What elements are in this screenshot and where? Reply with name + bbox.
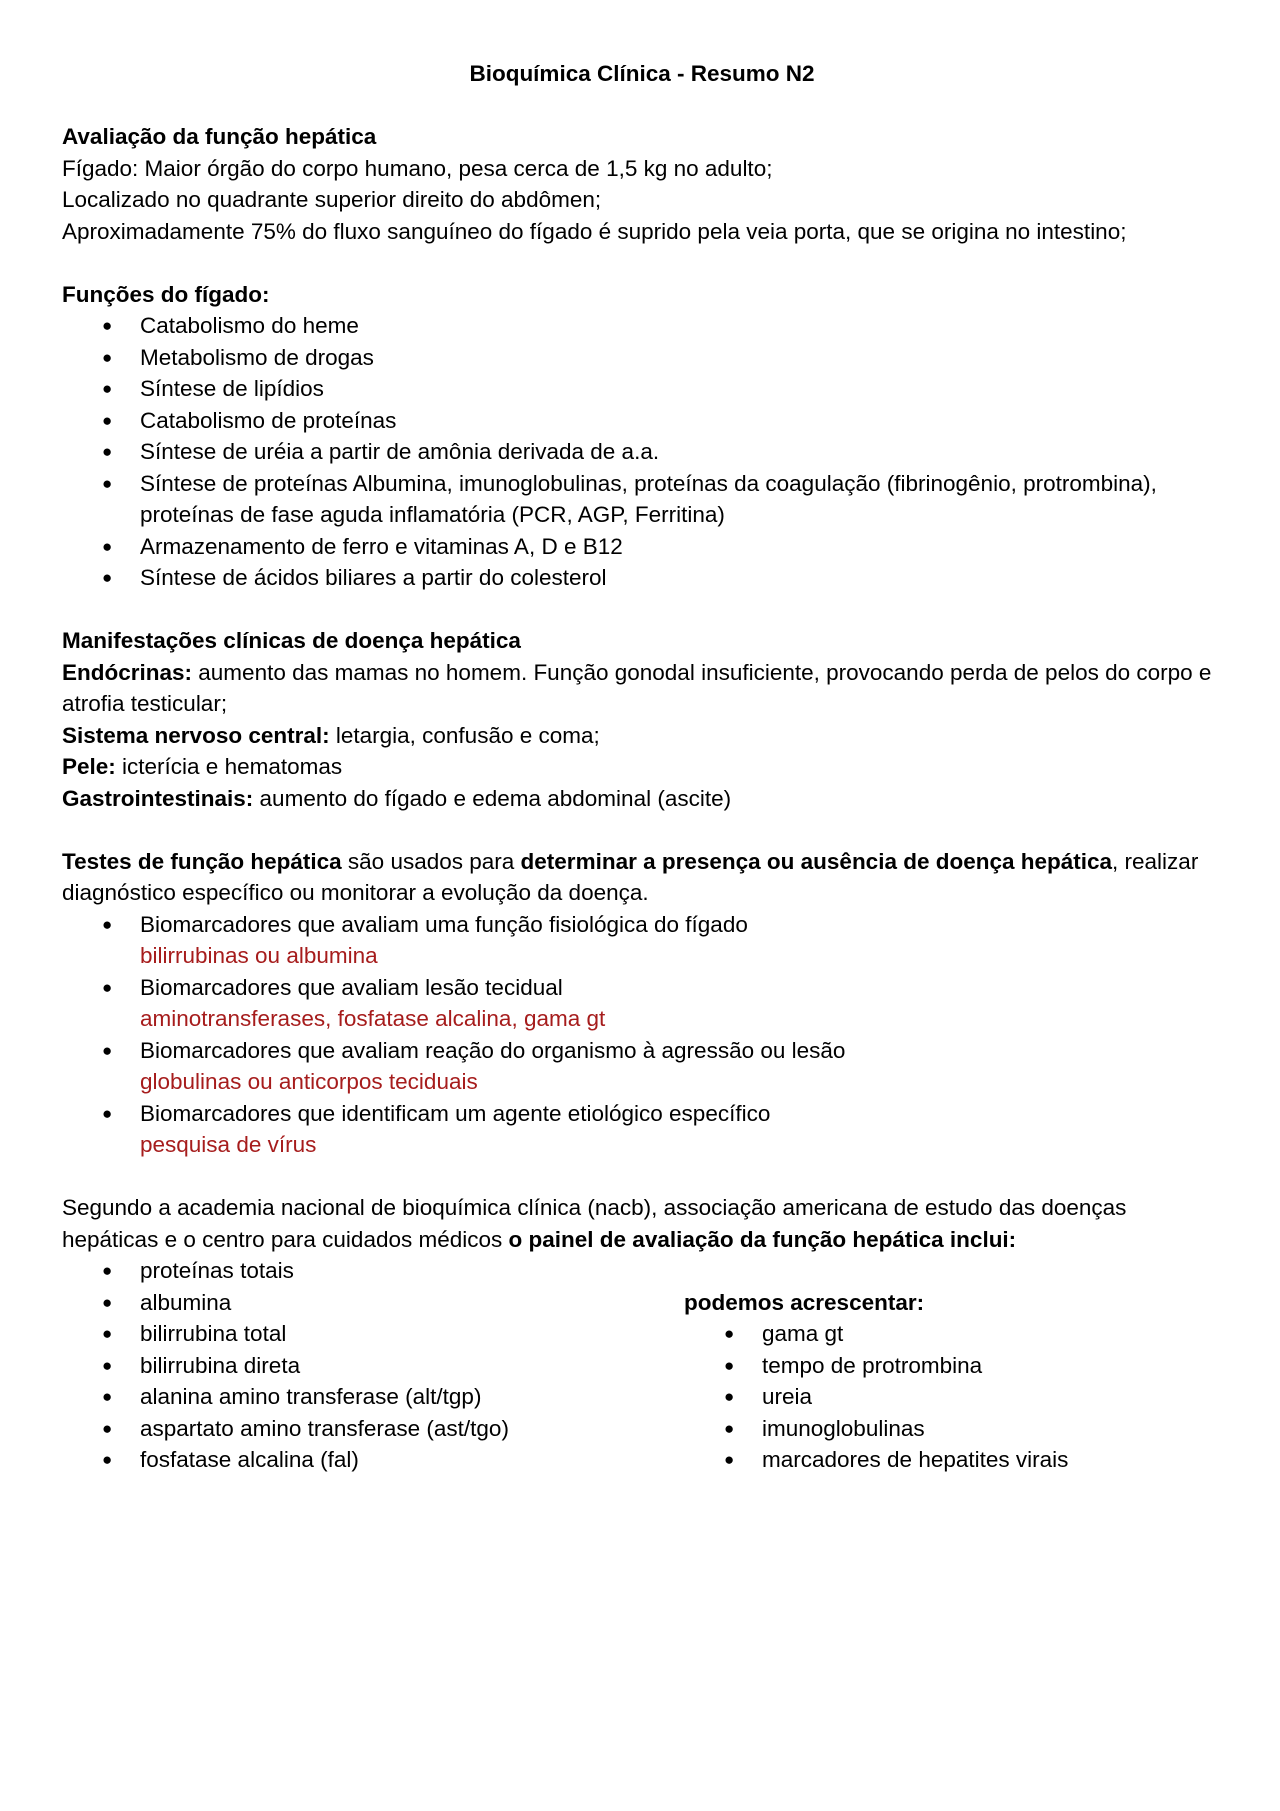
additional-item: ● gama gt — [684, 1318, 1184, 1350]
list-item: ● Síntese de ácidos biliares a partir do colesterol — [62, 562, 1222, 594]
section-liver-function-tests — [62, 846, 1222, 1161]
list-item: ● Síntese de uréia a partir de amônia derivada de a.a. — [62, 436, 1222, 468]
list-item: ● Catabolismo de proteínas — [62, 405, 1222, 437]
panel-item: ● fosfatase alcalina (fal) — [62, 1444, 682, 1476]
manifestation-text: aumento das mamas no homem. Função gonodal insuficiente, provocando perda de pelos do corpo e atrofia testicular; — [62, 659, 1212, 716]
manifestation-label: Endócrinas: — [62, 659, 193, 685]
manifestation-label: Gastrointestinais: — [62, 785, 254, 811]
section-liver-panel — [62, 1192, 1222, 1475]
panel-item: ● proteínas totais — [62, 1255, 682, 1287]
list-item: ● Armazenamento de ferro e vitaminas A, D e B12 — [62, 531, 1222, 563]
manifestation-row — [62, 657, 1222, 720]
biomarker-note: pesquisa de vírus — [140, 1132, 317, 1157]
biomarker-note: bilirrubinas ou albumina — [140, 943, 378, 968]
biomarker-text: ● Biomarcadores que avaliam reação do organismo à agressão ou lesão — [140, 1037, 846, 1063]
tests-intro-text: são usados para — [341, 848, 521, 874]
panel-list-left — [62, 1255, 682, 1476]
panel-intro-bold: o painel de avaliação da função hepática inclui: — [508, 1226, 1017, 1252]
additional-item: ● tempo de protrombina — [684, 1350, 1184, 1382]
list-item: ● Catabolismo do heme — [62, 310, 1222, 342]
section-heading: Avaliação da função hepática — [62, 124, 377, 149]
section-clinical-manifestations — [62, 625, 1222, 814]
section-liver-functions — [62, 279, 1222, 594]
list-item: ● Síntese de lipídios — [62, 373, 1222, 405]
tests-intro-bold: determinar a presença ou ausência de doença hepática — [520, 848, 1113, 874]
manifestation-text: aumento do fígado e edema abdominal (ascite) — [253, 785, 732, 811]
bullet-list — [62, 310, 1222, 594]
biomarker-text: ● Biomarcadores que identificam um agente etiológico específico — [140, 1100, 771, 1126]
manifestation-row — [62, 751, 1222, 783]
panel-columns — [62, 1255, 1222, 1475]
section-heading: Funções do fígado: — [62, 281, 270, 307]
panel-intro-text: Segundo a academia nacional de bioquímica clínica (nacb), associação americana de estudo das doenças hepáticas e o centro para cuidados médicos — [62, 1195, 1127, 1252]
panel-item: ● bilirrubina direta — [62, 1350, 682, 1382]
manifestation-text: letargia, confusão e coma; — [329, 722, 600, 748]
biomarker-list — [62, 909, 1222, 1161]
tests-intro — [62, 846, 1222, 909]
additional-tests-heading: podemos acrescentar: — [684, 1289, 925, 1315]
document-page — [62, 58, 1222, 1475]
manifestation-label: Sistema nervoso central: — [62, 722, 330, 748]
panel-list-right — [684, 1287, 1184, 1476]
section-heading: Manifestações clínicas de doença hepática — [62, 628, 521, 653]
text-line: Aproximadamente 75% do fluxo sanguíneo do fígado é suprido pela veia porta, que se origina no intestino; — [62, 218, 1127, 244]
biomarker-item — [62, 972, 1222, 1035]
manifestation-row — [62, 783, 1222, 815]
section-liver-evaluation — [62, 121, 1222, 247]
biomarker-item — [62, 909, 1222, 972]
biomarker-text: ● Biomarcadores que avaliam lesão tecidual — [140, 974, 563, 1000]
document-title: Bioquímica Clínica - Resumo N2 — [469, 61, 815, 86]
text-line: Localizado no quadrante superior direito do abdômen; — [62, 187, 602, 212]
list-item: ● Metabolismo de drogas — [62, 342, 1222, 374]
tests-intro-text: , realizar diagnóstico específico ou monitorar a evolução da doença. — [62, 848, 1199, 905]
list-item: ● Síntese de proteínas Albumina, imunoglobulinas, proteínas da coagulação (fibrinogênio, protrombina), proteínas de fase aguda inflamatória (PCR, AGP, Ferritina) — [62, 468, 1222, 531]
biomarker-item — [62, 1035, 1222, 1098]
tests-intro-bold: Testes de função hepática — [62, 848, 342, 874]
manifestation-label: Pele: — [62, 754, 116, 779]
additional-item: ● marcadores de hepatites virais — [684, 1444, 1184, 1476]
biomarker-note: aminotransferases, fosfatase alcalina, gama gt — [140, 1006, 606, 1031]
panel-item: ● bilirrubina total — [62, 1318, 682, 1350]
biomarker-item — [62, 1098, 1222, 1161]
additional-item: ● ureia — [684, 1381, 1184, 1413]
additional-item: ● imunoglobulinas — [684, 1413, 1184, 1445]
panel-item: ● albumina — [62, 1287, 682, 1319]
panel-item: ● alanina amino transferase (alt/tgp) — [62, 1381, 682, 1413]
text-line: Fígado: Maior órgão do corpo humano, pesa cerca de 1,5 kg no adulto; — [62, 155, 773, 181]
manifestation-text: icterícia e hematomas — [115, 754, 343, 779]
biomarker-text: ● Biomarcadores que avaliam uma função fisiológica do fígado — [140, 911, 748, 937]
panel-intro — [62, 1192, 1222, 1255]
biomarker-note: globulinas ou anticorpos teciduais — [140, 1069, 478, 1094]
manifestation-row — [62, 720, 1222, 752]
panel-item: ● aspartato amino transferase (ast/tgo) — [62, 1413, 682, 1445]
